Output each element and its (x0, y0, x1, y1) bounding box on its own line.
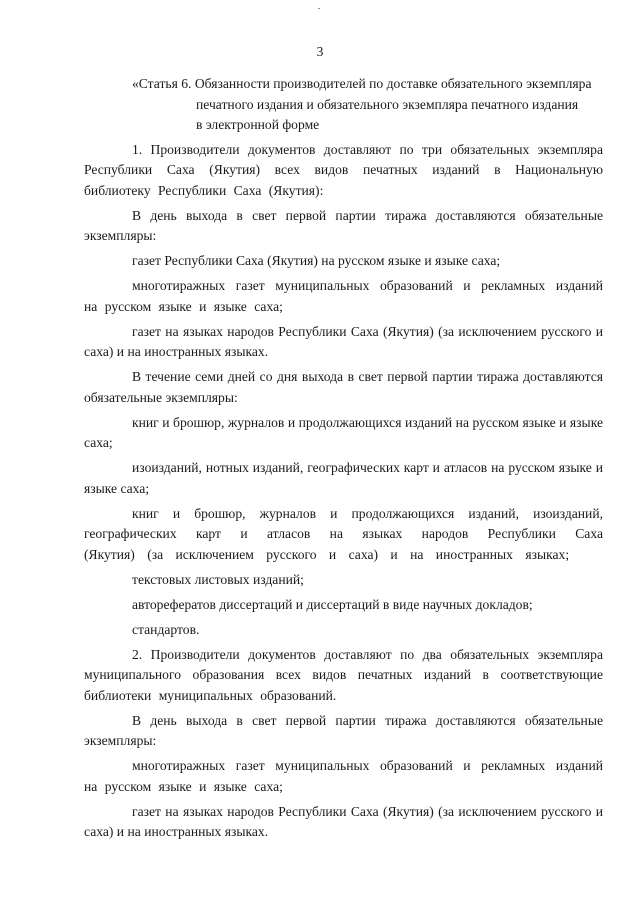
paragraph-13: 2. Производители документов доставляют по два обязательных экземпляра муниципального образования всех видов печатных изданий в соответствующие библиотеки муниципальных образований. (84, 646, 603, 703)
paragraph-5: газет на языках народов Республики Саха (Якутия) (за исключением русского и саха) и на иностранных языках. (84, 323, 603, 359)
article-heading-line-3: в электронной форме (196, 117, 320, 132)
paragraph-11: авторефератов диссертаций и диссертаций в виде научных докладов; (132, 596, 533, 612)
article-heading-line-1: «Статья 6. Обязанности производителей по доставке обязательного экземпляра (132, 76, 592, 91)
scan-speck (318, 8, 320, 9)
paragraph-12: стандартов. (132, 621, 200, 637)
article-heading-line-2: печатного издания и обязательного экземпляра печатного издания (196, 96, 579, 112)
paragraph-3: газет Республики Саха (Якутия) на русском языке и языке саха; (132, 253, 501, 268)
paragraph-9: книг и брошюр, журналов и продолжающихся изданий, изоизданий, географических карт и атласов на языках народов Республики Саха (Якутия) (за исключением русского и саха) и на иностранных языках; (84, 505, 603, 562)
paragraph-1: 1. Производители документов доставляют по три обязательных экземпляра Республики Саха (Якутия) всех видов печатных изданий в Национальную библиотеку Республики Саха (Якутия): (84, 141, 603, 198)
paragraph-6: В течение семи дней со дня выхода в свет первой партии тиража доставляются обязательные экземпляры: (84, 369, 603, 405)
paragraph-15: многотиражных газет муниципальных образований и рекламных изданий на русском языке и языке саха; (84, 758, 603, 794)
document-body (84, 74, 603, 847)
paragraph-7: книг и брошюр, журналов и продолжающихся изданий на русском языке и языке саха; (84, 414, 603, 450)
paragraph-14: В день выхода в свет первой партии тиража доставляются обязательные экземпляры: (84, 712, 603, 748)
paragraph-8: изоизданий, нотных изданий, географических карт и атласов на русском языке и языке саха; (84, 460, 603, 496)
paragraph-4: многотиражных газет муниципальных образований и рекламных изданий на русском языке и языке саха; (84, 278, 603, 314)
article-heading (84, 74, 603, 136)
page-number: 3 (316, 44, 324, 59)
paragraph-16: газет на языках народов Республики Саха (Якутия) (за исключением русского и саха) и на иностранных языках. (84, 803, 603, 839)
paragraph-2: В день выхода в свет первой партии тиража доставляются обязательные экземпляры: (84, 207, 603, 243)
paragraph-10: текстовых листовых изданий; (132, 571, 304, 587)
